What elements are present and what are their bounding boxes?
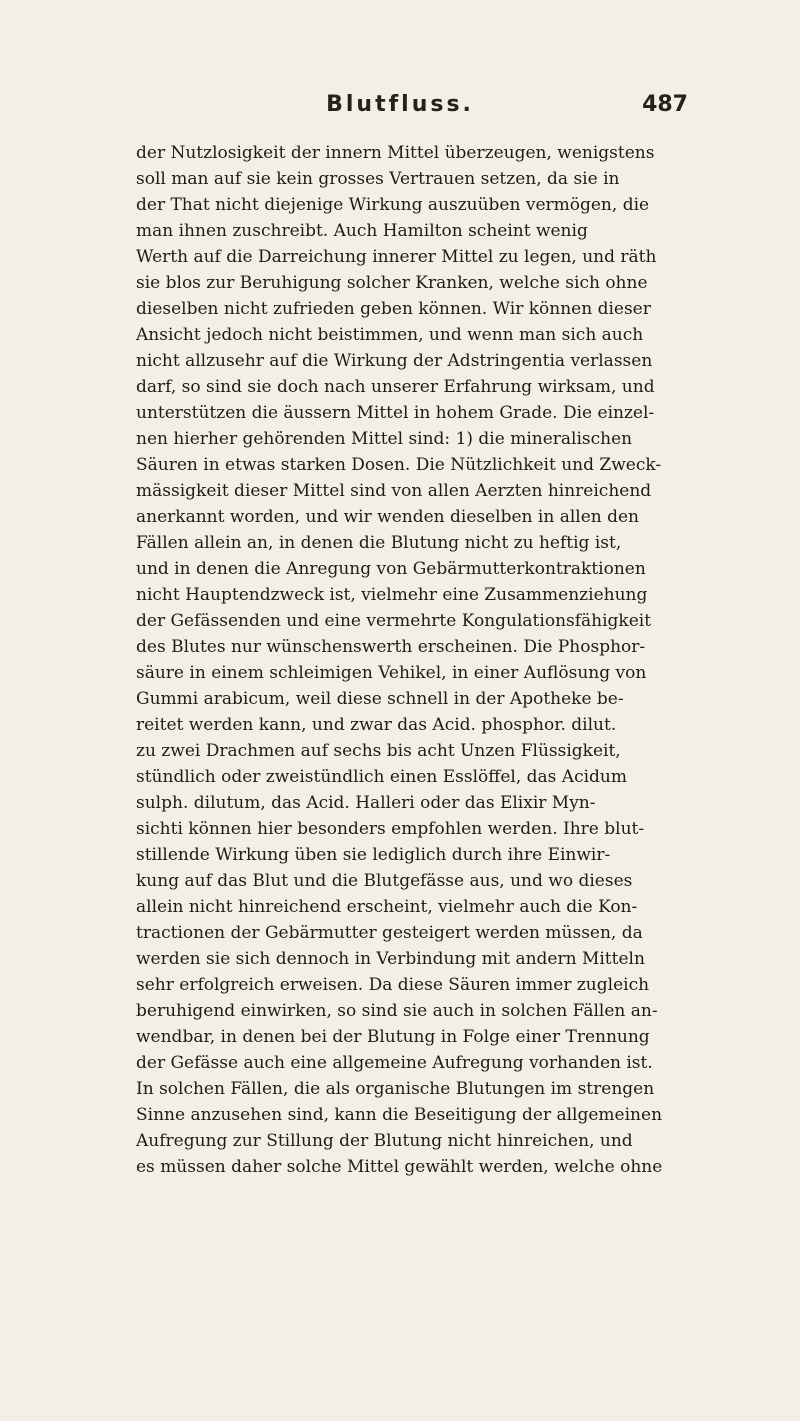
text-line: kung auf das Blut und die Blutgefässe aus, und wo dieses bbox=[136, 871, 633, 891]
text-line: beruhigend einwirken, so sind sie auch in solchen Fällen an- bbox=[136, 1001, 658, 1021]
text-line: sulph. dilutum, das Acid. Halleri oder das Elixir Myn- bbox=[136, 793, 596, 813]
text-line: der Gefässe auch eine allgemeine Aufregung vorhanden ist. bbox=[136, 1053, 653, 1073]
text-line: soll man auf sie kein grosses Vertrauen setzen, da sie in bbox=[136, 169, 620, 189]
text-line: dieselben nicht zufrieden geben können. Wir können dieser bbox=[136, 299, 651, 319]
running-title: Blutfluss. bbox=[326, 92, 474, 117]
text-line: und in denen die Anregung von Gebärmutterkontraktionen bbox=[136, 559, 646, 579]
text-line: Säuren in etwas starken Dosen. Die Nützlichkeit und Zweck- bbox=[136, 455, 662, 475]
text-line: werden sie sich dennoch in Verbindung mit andern Mitteln bbox=[136, 949, 645, 969]
page-number: 487 bbox=[642, 92, 688, 117]
text-line: In solchen Fällen, die als organische Blutungen im strengen bbox=[136, 1079, 655, 1099]
text-line: es müssen daher solche Mittel gewählt werden, welche ohne bbox=[136, 1157, 663, 1177]
text-line: sehr erfolgreich erweisen. Da diese Säuren immer zugleich bbox=[136, 975, 650, 995]
text-line: der Gefässenden und eine vermehrte Kongulationsfähigkeit bbox=[136, 611, 652, 631]
text-line: mässigkeit dieser Mittel sind von allen Aerzten hinreichend bbox=[136, 481, 652, 501]
text-line: unterstützen die äussern Mittel in hohem Grade. Die einzel- bbox=[136, 403, 655, 423]
text-line: der Nutzlosigkeit der innern Mittel überzeugen, wenigstens bbox=[136, 143, 655, 163]
text-line: man ihnen zuschreibt. Auch Hamilton scheint wenig bbox=[136, 221, 588, 241]
text-line: des Blutes nur wünschenswerth erscheinen. Die Phosphor- bbox=[136, 637, 646, 657]
text-line: tractionen der Gebärmutter gesteigert werden müssen, da bbox=[136, 923, 643, 943]
text-line: anerkannt worden, und wir wenden dieselben in allen den bbox=[136, 507, 640, 527]
text-line: Ansicht jedoch nicht beistimmen, und wenn man sich auch bbox=[136, 325, 644, 345]
text-line: allein nicht hinreichend erscheint, vielmehr auch die Kon- bbox=[136, 897, 638, 917]
text-line: Sinne anzusehen sind, kann die Beseitigung der allgemeinen bbox=[136, 1105, 663, 1125]
text-line: säure in einem schleimigen Vehikel, in einer Auflösung von bbox=[136, 663, 647, 683]
text-line: wendbar, in denen bei der Blutung in Folge einer Trennung bbox=[136, 1027, 650, 1047]
text-line: sichti können hier besonders empfohlen werden. Ihre blut- bbox=[136, 819, 645, 839]
page-header bbox=[0, 92, 800, 126]
text-line: sie blos zur Beruhigung solcher Kranken, welche sich ohne bbox=[136, 273, 648, 293]
text-line: Fällen allein an, in denen die Blutung nicht zu heftig ist, bbox=[136, 533, 622, 553]
text-line: der That nicht diejenige Wirkung auszuüben vermögen, die bbox=[136, 195, 650, 215]
body-text bbox=[136, 140, 696, 1180]
text-line: stillende Wirkung üben sie lediglich durch ihre Einwir- bbox=[136, 845, 611, 865]
text-line: nicht Hauptendzweck ist, vielmehr eine Zusammenziehung bbox=[136, 585, 648, 605]
text-line: nen hierher gehörenden Mittel sind: 1) die mineralischen bbox=[136, 429, 633, 449]
text-line: nicht allzusehr auf die Wirkung der Adstringentia verlassen bbox=[136, 351, 653, 371]
text-line: darf, so sind sie doch nach unserer Erfahrung wirksam, und bbox=[136, 377, 655, 397]
text-line: Aufregung zur Stillung der Blutung nicht hinreichen, und bbox=[136, 1131, 633, 1151]
text-line: stündlich oder zweistündlich einen Esslöffel, das Acidum bbox=[136, 767, 627, 787]
text-line: Gummi arabicum, weil diese schnell in der Apotheke be- bbox=[136, 689, 624, 709]
text-line: Werth auf die Darreichung innerer Mittel zu legen, und räth bbox=[136, 247, 657, 267]
text-line: zu zwei Drachmen auf sechs bis acht Unzen Flüssigkeit, bbox=[136, 741, 621, 761]
text-line: reitet werden kann, und zwar das Acid. phosphor. dilut. bbox=[136, 715, 617, 735]
